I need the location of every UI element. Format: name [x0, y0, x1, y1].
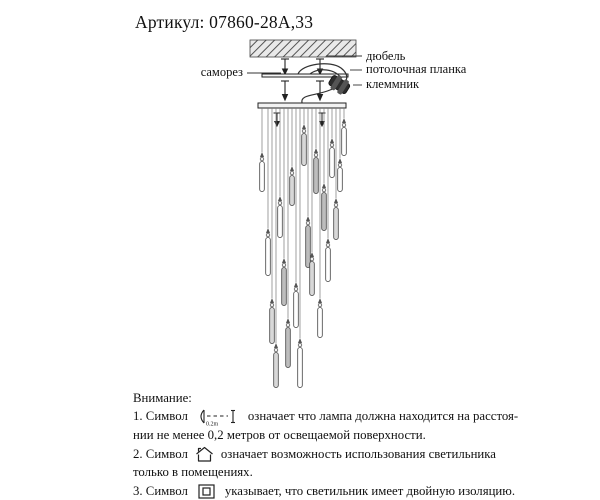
warning-heading: Внимание: [133, 390, 192, 405]
warning-item-2-cont: только в помещениях. [133, 465, 253, 480]
cascade-drops [260, 108, 347, 388]
label-planka: потолочная планка [366, 62, 467, 76]
warning-item-2 [133, 445, 496, 464]
canopy-bar [258, 103, 346, 108]
indoor-use-icon [195, 446, 214, 463]
warning-item-3-post: указывает, что светильник имеет двойную изоляцию. [224, 483, 516, 498]
warning-item-1-cont: нии не менее 0,2 метров от освещаемой поверхности. [133, 427, 426, 442]
label-klemmnik: клеммник [366, 77, 420, 91]
article-title: Артикул: 07860-28А,33 [135, 12, 314, 32]
double-insulation-icon [198, 484, 215, 499]
canopy-screws [274, 113, 326, 126]
warning-item-1 [133, 408, 519, 427]
ceiling-hatch [250, 40, 356, 57]
min-distance-icon [195, 407, 241, 427]
warning-block [133, 389, 519, 500]
label-dyubel: дюбель [366, 49, 406, 63]
warning-item-2-pre: 2. Символ [133, 446, 188, 461]
warning-item-2-post: означает возможность использования светильника [220, 446, 496, 461]
warning-item-1-pre: 1. Символ [133, 409, 188, 424]
svg-text:0.2m: 0.2m [205, 421, 219, 427]
warning-item-3 [133, 482, 516, 500]
warning-item-3-pre: 3. Символ [133, 483, 188, 498]
warning-item-1-post: означает что лампа должна находится на расстоя- [247, 409, 519, 424]
dowel-screws [281, 59, 324, 74]
samorez-screws [281, 81, 324, 100]
label-samorez: саморез [200, 65, 243, 79]
